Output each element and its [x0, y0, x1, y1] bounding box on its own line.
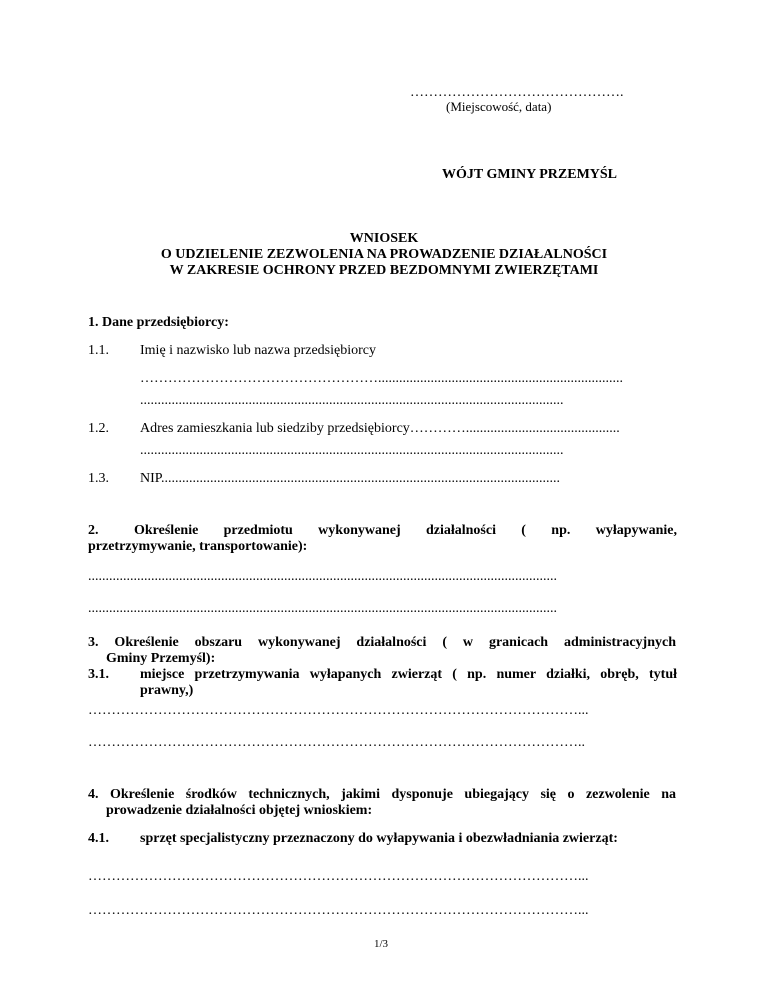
addressee: WÓJT GMINY PRZEMYŚL — [442, 167, 618, 182]
place-date-line: ………………………………………. — [410, 85, 624, 100]
item-4-1-number: 4.1. — [88, 831, 109, 846]
item-1-2-label: Adres zamieszkania lub siedziby przedsiębiorcy…………............................................ — [140, 421, 620, 436]
item-1-1-label: Imię i nazwisko lub nazwa przedsiębiorcy — [140, 343, 376, 358]
document-title-line2: O UDZIELENIE ZEZWOLENIA NA PROWADZENIE DZIAŁALNOŚCI — [160, 247, 608, 262]
page-number: 1/3 — [374, 938, 389, 950]
item-3-1-number: 3.1. — [88, 667, 109, 682]
item-1-3-number: 1.3. — [88, 471, 109, 486]
section2-heading: Określenie przedmiotu wykonywanej działalności ( np. wyłapywanie, — [134, 523, 677, 538]
section2-number: 2. — [88, 523, 99, 538]
section4-fill-line-2: ……………………………………………………………………………………………... — [88, 903, 589, 918]
document-title-line3: W ZAKRESIE OCHRONY PRZED BEZDOMNYMI ZWIERZĘTAMI — [169, 263, 599, 278]
section3-heading-line2: Gminy Przemyśl): — [106, 651, 216, 666]
section3-fill-line-2: …………………………………………………………………………………………….. — [88, 735, 585, 750]
section2-heading-line2: przetrzymywanie, transportowanie): — [88, 539, 308, 554]
item-1-1-fill-line-1: ……………………………………………...................................................................... — [140, 371, 623, 386]
item-4-1-label: sprzęt specjalistyczny przeznaczony do wyłapywania i obezwładniania zwierząt: — [140, 831, 618, 846]
item-1-1-number: 1.1. — [88, 343, 109, 358]
section2-fill-line-1: ...................................................................................................................................... — [88, 569, 557, 584]
section4-fill-line-1: ……………………………………………………………………………………………... — [88, 869, 589, 884]
item-1-2-fill-line: ......................................................................................................................... — [140, 443, 564, 458]
item-1-1-fill-line-2: ......................................................................................................................... — [140, 393, 564, 408]
item-1-2-number: 1.2. — [88, 421, 109, 436]
item-3-1-label-line2: prawny,) — [140, 683, 194, 698]
section1-heading: 1. Dane przedsiębiorcy: — [88, 315, 229, 330]
section3-heading: 3. Określenie obszaru wykonywanej działalności ( w granicach administracyjnych — [88, 635, 676, 650]
place-date-caption: (Miejscowość, data) — [446, 99, 552, 114]
item-1-3-label: NIP.................................................................................................................. — [140, 471, 561, 486]
document-title: WNIOSEK — [349, 231, 419, 246]
section2-fill-line-2: ...................................................................................................................................... — [88, 601, 557, 616]
section4-heading: 4. Określenie środków technicznych, jakimi dysponuje ubiegający się o zezwolenie na — [88, 787, 676, 802]
section3-fill-line-1: ……………………………………………………………………………………………... — [88, 703, 589, 718]
item-3-1-label: miejsce przetrzymywania wyłapanych zwierząt ( np. numer działki, obręb, tytuł — [140, 667, 677, 682]
section4-heading-line2: prowadzenie działalności objętej wnioskiem: — [106, 803, 373, 818]
